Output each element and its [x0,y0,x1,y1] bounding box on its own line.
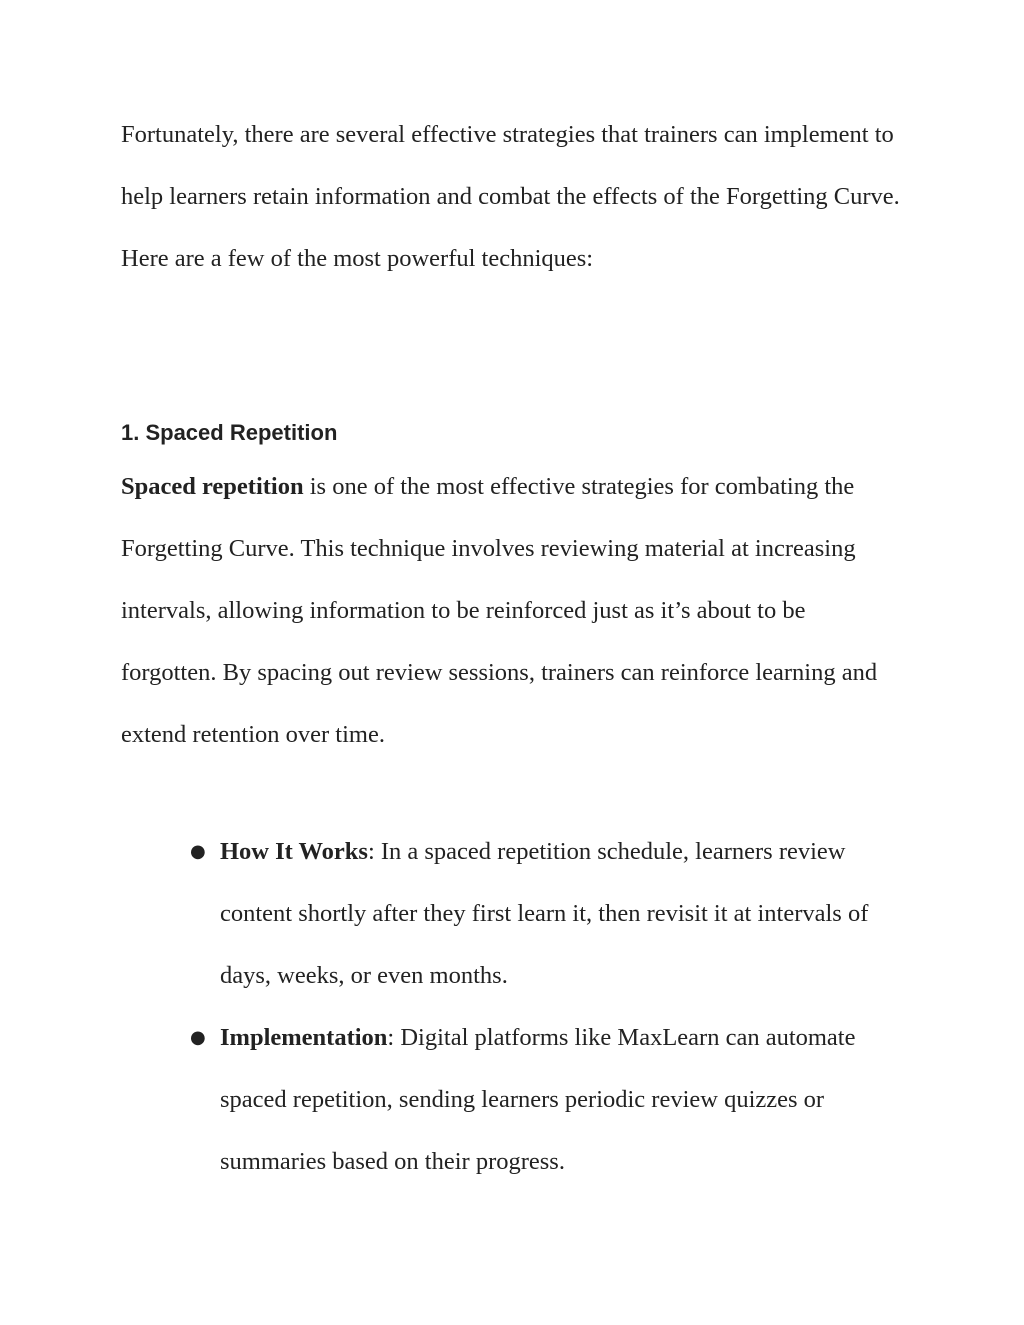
section-paragraph [121,456,901,766]
bullet-marker: ● [190,1027,206,1048]
bullet-text: : Digital platforms like MaxLearn can automate spaced repetition, sending learners periodic review quizzes or summaries based on their progress. [220,1024,856,1175]
bullet-marker: ● [190,841,206,862]
bullet-item-how-it-works [0,821,910,1007]
bullet-list [0,821,1024,1193]
section-heading: 1. Spaced Repetition [121,420,338,445]
intro-paragraph: Fortunately, there are several effective strategies that trainers can implement to help learners retain information and combat the effects of the Forgetting Curve. Here are a few of the most powerful techniques: [121,121,900,272]
section-paragraph-bold-lead: Spaced repetition [121,473,304,500]
bullet-item-implementation [0,1007,910,1193]
bullet-text: : In a spaced repetition schedule, learners review content shortly after they first learn it, then revisit it at intervals of days, weeks, or even months. [220,838,869,989]
bullet-term: Implementation [220,1024,388,1051]
bullet-term: How It Works [220,838,368,865]
section-paragraph-text: is one of the most effective strategies for combating the Forgetting Curve. This technique involves reviewing material at increasing intervals, allowing information to be reinforced just as it’s about to be forgotten. By spacing out review sessions, trainers can reinforce learning and extend retention over time. [121,473,878,748]
